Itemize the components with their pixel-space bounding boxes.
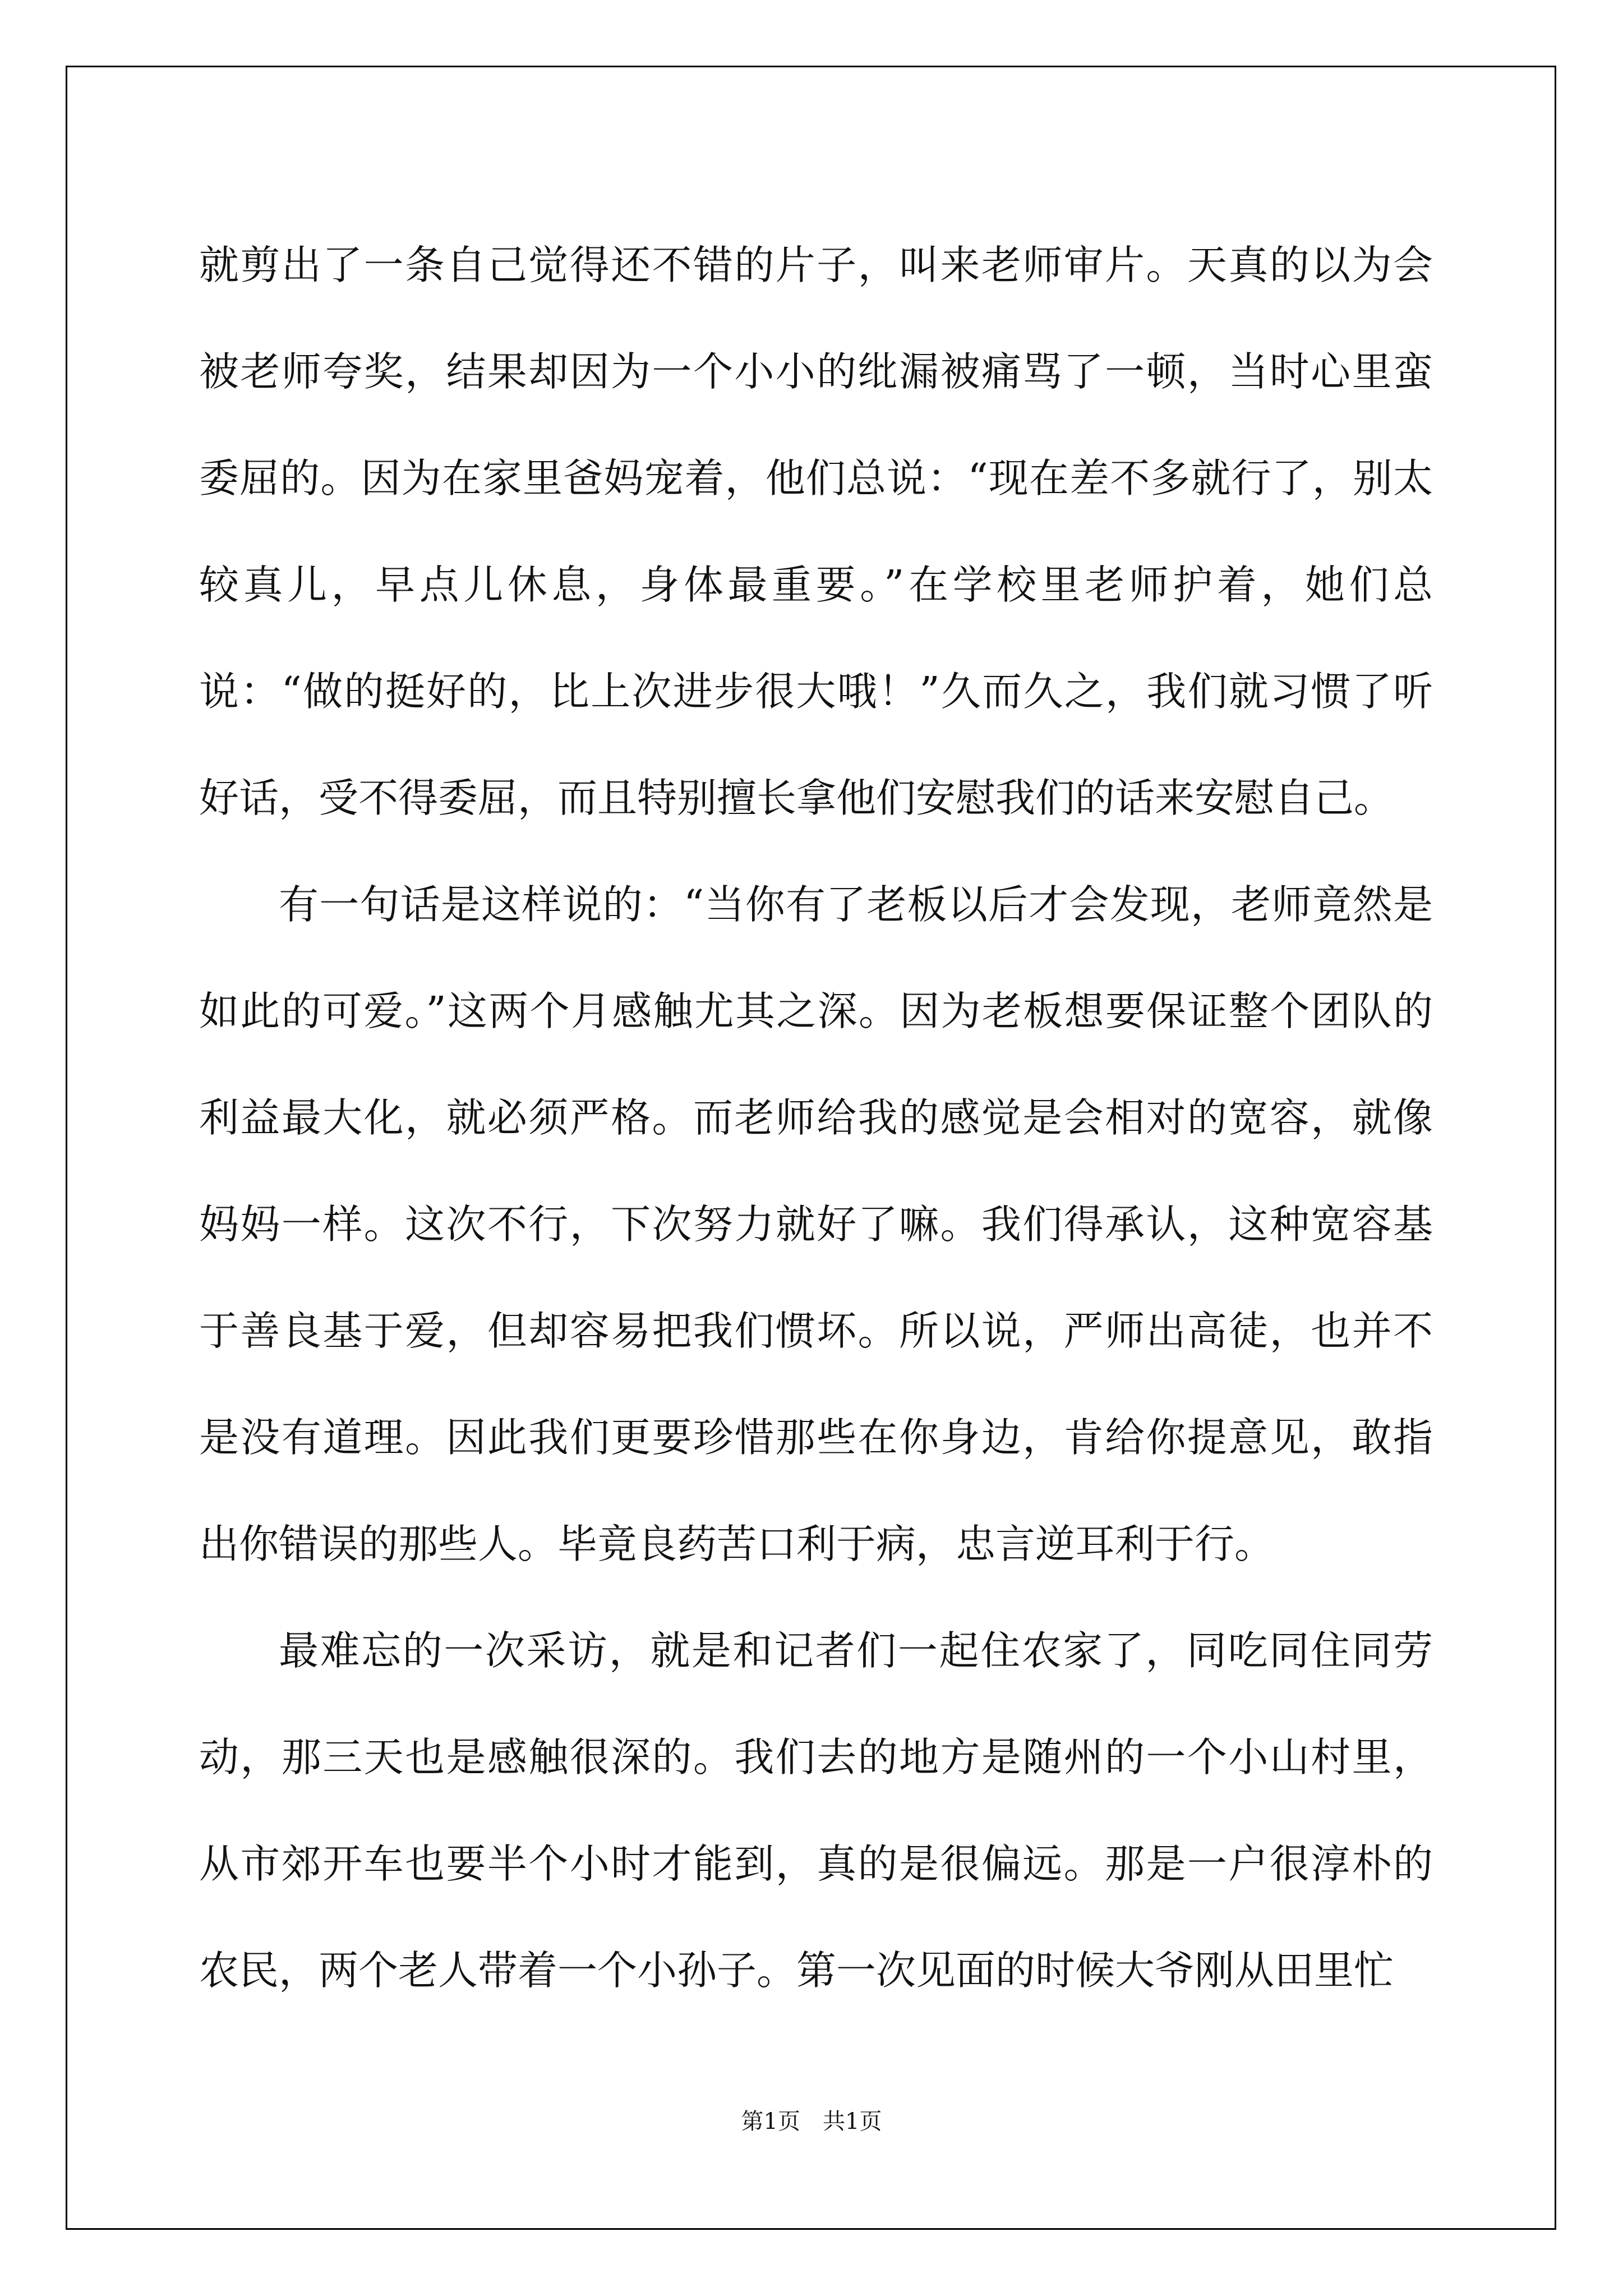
document-body (199, 212, 1433, 2024)
paragraph-2: 有一句话是这样说的：“当你有了老板以后才会发现，老师竟然是如此的可爱。”这两个月感触尤其之深。因为老板想要保证整个团队的利益最大化，就必须严格。而老师给我的感觉是会相对的宽容，就像妈妈一样。这次不行，下次努力就好了嘛。我们得承认，这种宽容基于善良基于爱，但却容易把我们惯坏。所以说，严师出高徒，也并不是没有道理。因此我们更要珍惜那些在你身边，肯给你提意见，敢指出你错误的那些人。毕竟良药苦口利于病，忠言逆耳利于行。 (199, 881, 1433, 1567)
paragraph-1: 就剪出了一条自己觉得还不错的片子，叫来老师审片。天真的以为会被老师夸奖，结果却因为一个小小的纰漏被痛骂了一顿，当时心里蛮委屈的。因为在家里爸妈宠着，他们总说：“现在差不多就行了，别太较真儿，早点儿休息，身体最重要。”在学校里老师护着，她们总说：“做的挺好的，比上次进步很大哦！”久而久之，我们就习惯了听好话，受不得委屈，而且特别擅长拿他们安慰我们的话来安慰自己。 (199, 242, 1433, 821)
page-number-footer: 第1页 共1页 (741, 2109, 882, 2134)
paragraph-3: 最难忘的一次采访，就是和记者们一起住农家了，同吃同住同劳动，那三天也是感触很深的。我们去的地方是随州的一个小山村里，从市郊开车也要半个小时才能到，真的是很偏远。那是一户很淳朴的农民，两个老人带着一个小孙子。第一次见面的时候大爷刚从田里忙 (199, 1627, 1433, 1994)
